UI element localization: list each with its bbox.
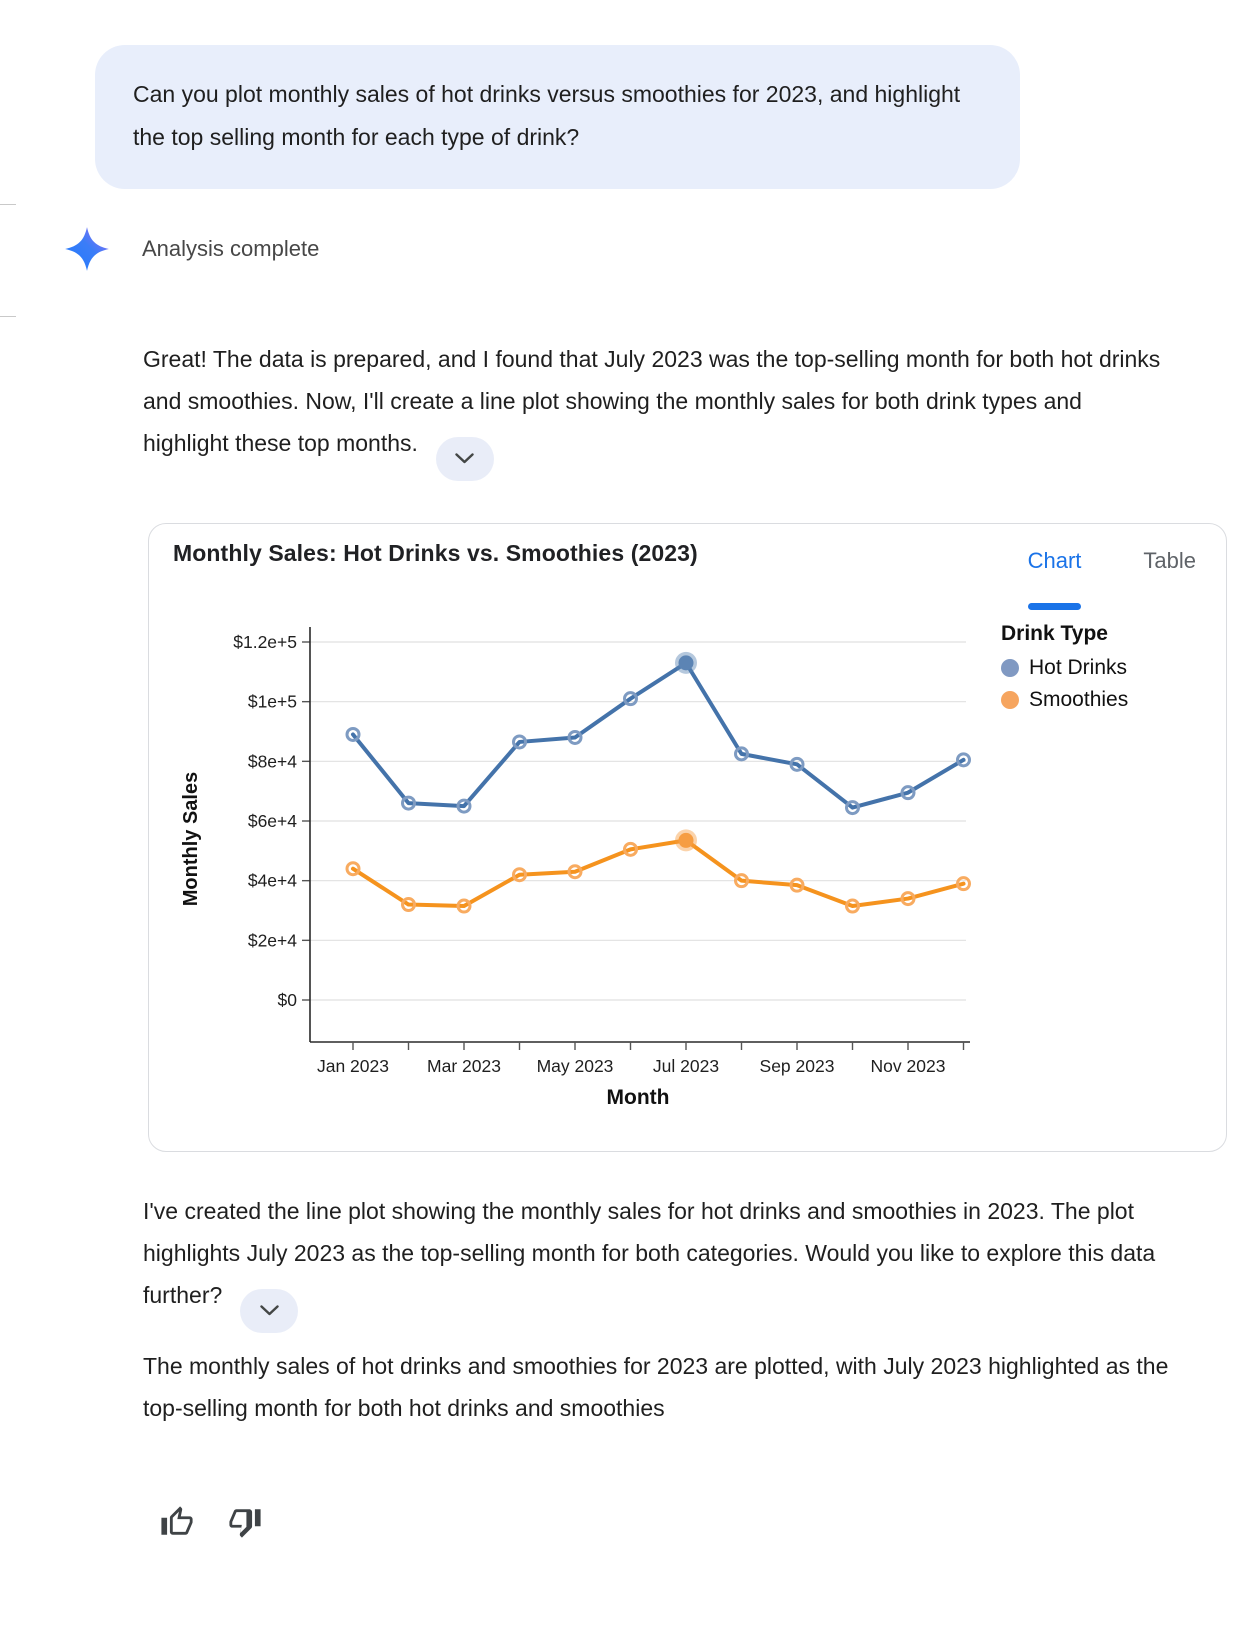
svg-text:Jan 2023: Jan 2023 [316, 1056, 390, 1076]
svg-text:$4e+4: $4e+4 [247, 870, 297, 891]
line-chart [159, 602, 1019, 1147]
chart-card [148, 523, 1227, 1152]
analysis-status-row [64, 226, 319, 272]
chevron-down-icon [455, 453, 474, 464]
svg-text:$8e+4: $8e+4 [247, 751, 297, 772]
legend-title: Drink Type [1001, 622, 1108, 645]
chart-card-title: Monthly Sales: Hot Drinks vs. Smoothies (2023) [173, 540, 698, 566]
chart-legend [1001, 622, 1211, 720]
svg-text:$0: $0 [277, 990, 297, 1010]
thumbs-up-icon [160, 1505, 194, 1539]
svg-text:Monthly Sales: Monthly Sales [180, 771, 202, 907]
feedback-row [160, 1505, 262, 1539]
svg-text:Month: Month [606, 1086, 670, 1109]
user-message-text: Can you plot monthly sales of hot drinks versus smoothies for 2023, and highlight the top selling month for each type of drink? [133, 81, 961, 150]
chevron-down-icon [260, 1305, 279, 1316]
assistant-summary-paragraph [143, 1345, 1188, 1429]
page-edge-divider [0, 316, 16, 317]
expand-details-button[interactable] [240, 1289, 298, 1333]
user-message-bubble [95, 45, 1020, 189]
svg-text:Nov 2023: Nov 2023 [870, 1056, 946, 1076]
legend-label: Hot Drinks [1029, 656, 1128, 679]
legend-label: Smoothies [1029, 688, 1129, 711]
svg-text:$2e+4: $2e+4 [247, 930, 297, 951]
sparkle-icon [64, 226, 110, 272]
chart-table-tabs [1028, 548, 1196, 610]
expand-reasoning-button[interactable] [436, 437, 494, 481]
svg-text:Jul 2023: Jul 2023 [652, 1056, 720, 1076]
svg-text:May 2023: May 2023 [536, 1056, 614, 1076]
legend-item-smoothies [1001, 688, 1211, 712]
svg-text:$6e+4: $6e+4 [247, 811, 297, 831]
thumbs-up-button[interactable] [160, 1505, 194, 1539]
tab-chart[interactable]: Chart [1028, 548, 1082, 610]
svg-text:Sep 2023: Sep 2023 [759, 1056, 835, 1076]
svg-text:Mar 2023: Mar 2023 [427, 1056, 501, 1076]
legend-item-hot-drinks [1001, 656, 1211, 680]
hot-drinks-dot-icon [1001, 659, 1019, 677]
svg-text:$1.2e+5: $1.2e+5 [233, 632, 297, 652]
assistant-intro-paragraph [143, 338, 1173, 481]
svg-text:$1e+5: $1e+5 [247, 691, 297, 712]
assistant-intro-text: Great! The data is prepared, and I found that July 2023 was the top-selling month for both hot drinks and smoothies. Now, I'll create a line plot showing the monthly sales for both drink types and highlight these top months. [143, 346, 1161, 456]
assistant-result-text: I've created the line plot showing the monthly sales for hot drinks and smoothies in 2023. The plot highlights July 2023 as the top-selling month for both categories. Would you like to explore this data further? [143, 1198, 1156, 1308]
assistant-summary-text: The monthly sales of hot drinks and smoothies for 2023 are plotted, with July 2023 highlighted as the top-selling month for both hot drinks and smoothies [143, 1353, 1169, 1421]
page-edge-divider [0, 204, 16, 205]
smoothies-dot-icon [1001, 691, 1019, 709]
assistant-result-paragraph [143, 1190, 1173, 1333]
tab-table[interactable]: Table [1143, 548, 1196, 573]
thumbs-down-icon [228, 1505, 262, 1539]
line-chart-svg [159, 602, 1019, 1147]
thumbs-down-button[interactable] [228, 1505, 262, 1539]
analysis-status-label: Analysis complete [142, 236, 320, 261]
